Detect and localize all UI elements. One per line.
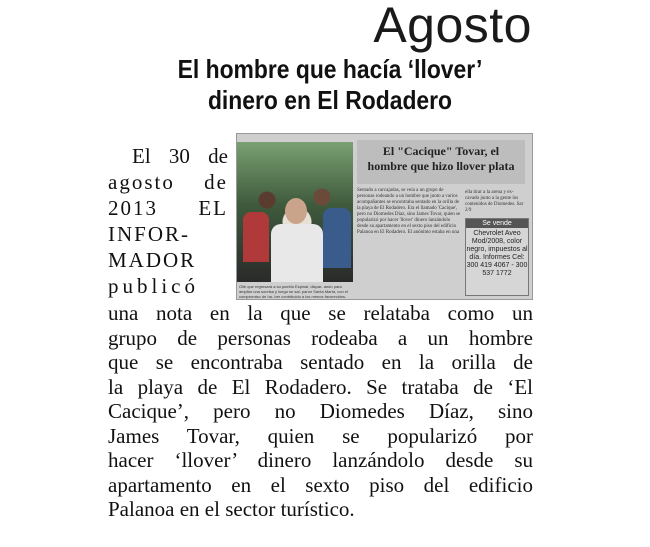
section-title: Agosto xyxy=(373,0,532,53)
classified-ad-text: Chevrolet Aveo Mod/2008, color negro, impuestos al día. Informes Cel: 300 419 4067 - 300 537 1772 xyxy=(466,230,528,277)
body-line: James Tovar, quien se popularizó por xyxy=(108,423,533,448)
headline-line-1: El hombre que hacía ‘llover’ xyxy=(177,54,483,84)
newspaper-clipping xyxy=(236,133,533,300)
article-body xyxy=(108,301,533,522)
body-line: hacer ‘llover’ dinero lanzándolo desde su xyxy=(108,448,533,472)
body-line: una nota en la que se relataba como un xyxy=(108,301,533,325)
lead-line: 2013 EL xyxy=(108,196,228,220)
lead-line: El 30 de xyxy=(132,144,228,168)
body-line: Palanoa en el sector turístico. xyxy=(108,497,355,521)
body-line: que se encontraba sentado en la orilla de xyxy=(108,350,533,374)
clipping-side-text: ella tirar a la arena y ex- cavado junto a la gente los contenidos de Diomedes. Sar 2/9 xyxy=(465,190,524,213)
lead-line: agosto de xyxy=(108,170,228,194)
headline xyxy=(119,54,541,116)
body-line: la playa de El Rodadero. Se trataba de ‘El xyxy=(108,374,533,399)
body-line: apartamento en el sexto piso del edificio xyxy=(108,472,533,497)
lead-line: MADOR xyxy=(108,248,197,272)
clipping-title-line-2: hombre que hizo llover plata xyxy=(367,159,515,173)
clipping-title-line-1: El "Cacique" Tovar, el xyxy=(382,144,500,158)
classified-ad xyxy=(465,218,529,296)
clipping-photo-caption: Ollé que regresará a su pueblo Espinal, dispar- ando para ampliar una sonrisa y luego se sal- paron Santa Marta, con el compromiso de ha- ber contribuido a los menos favorecidos. xyxy=(239,284,348,299)
classified-ad-header: Se vende xyxy=(466,219,528,228)
clipping-title xyxy=(357,140,525,184)
lead-line: INFOR- xyxy=(108,222,191,246)
lead-paragraph xyxy=(108,143,228,299)
body-line: Cacique’, pero no Diomedes Díaz, sino xyxy=(108,399,533,423)
clipping-body: Sentado a carcajadas, se veía a un grupo de personas rodeando a un hombre que junto a varios acompañantes se encontraba sentado en la orilla de la playa de El Rodadero. Era el llamado 'Cacique', pero no Diomedes Díaz, sino James Tovar, quien se popularizó por hacer 'llover' dinero lanzándolo desde su apartamento en el sexto piso del edificio Palanoa en El Rodadero. El anónimo estaba en una xyxy=(357,188,461,235)
body-line: grupo de personas rodeaba a un hombre xyxy=(108,325,533,350)
lead-line: publicó xyxy=(108,274,199,298)
clipping-photo xyxy=(237,142,353,282)
headline-line-2: dinero en El Rodadero xyxy=(207,85,453,115)
